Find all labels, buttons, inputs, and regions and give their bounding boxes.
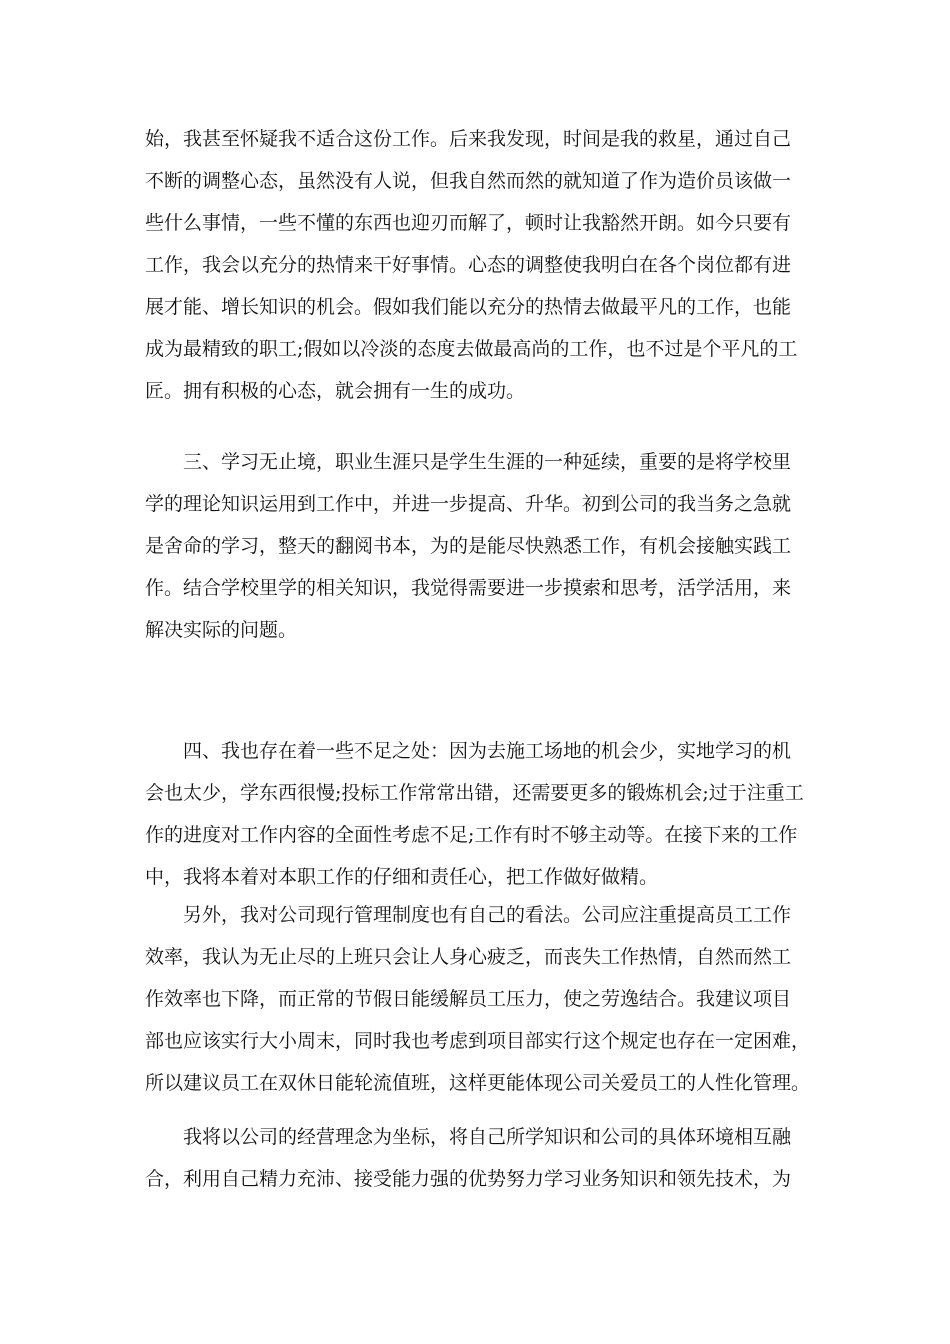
text-line: 学的理论知识运用到工作中，并进一步提高、升华。初到公司的我当务之急就	[145, 493, 792, 515]
text-line: 作效率也下降，而正常的节假日能缓解员工压力，使之劳逸结合。我建议项目	[145, 988, 792, 1010]
text-line: 解决实际的问题。	[145, 619, 298, 641]
text-line: 三、学习无止境，职业生涯只是学生生涯的一种延续，重要的是将学校里	[183, 451, 792, 473]
text-line: 始，我甚至怀疑我不适合这份工作。后来我发现，时间是我的救星，通过自己	[145, 128, 792, 150]
paragraph-management-views	[145, 894, 825, 1104]
paragraph-shortcomings	[145, 730, 825, 898]
text-line: 些什么事情，一些不懂的东西也迎刃而解了，顿时让我豁然开朗。如今只要有	[145, 212, 792, 234]
paragraph-commitment	[145, 1116, 825, 1200]
text-line: 作的进度对工作内容的全面性考虑不足;工作有时不够主动等。在接下来的工作	[145, 824, 798, 846]
text-line: 作。结合学校里学的相关知识，我觉得需要进一步摸索和思考，活学活用，来	[145, 577, 792, 599]
paragraph-learning	[145, 441, 825, 651]
text-line: 所以建议员工在双休日能轮流值班，这样更能体现公司关爱员工的人性化管理。	[145, 1072, 811, 1094]
text-line: 我将以公司的经营理念为坐标，将自己所学知识和公司的具体环境相互融	[183, 1126, 792, 1148]
paragraph-attitude	[145, 118, 825, 412]
text-line: 中，我将本着对本职工作的仔细和责任心，把工作做好做精。	[145, 866, 659, 888]
text-line: 会也太少，学东西很慢;投标工作常常出错，还需要更多的锻炼机会;过于注重工	[145, 782, 804, 804]
text-line: 效率，我认为无止尽的上班只会让人身心疲乏，而丧失工作热情，自然而然工	[145, 946, 792, 968]
text-line: 部也应该实行大小周末，同时我也考虑到项目部实行这个规定也存在一定困难，	[145, 1030, 811, 1052]
text-line: 成为最精致的职工;假如以冷淡的态度去做最高尚的工作，也不过是个平凡的工	[145, 338, 798, 360]
text-line: 是舍命的学习，整天的翻阅书本，为的是能尽快熟悉工作，有机会接触实践工	[145, 535, 792, 557]
text-line: 四、我也存在着一些不足之处：因为去施工场地的机会少，实地学习的机	[183, 740, 792, 762]
text-line: 合，利用自己精力充沛、接受能力强的优势努力学习业务知识和领先技术，为	[145, 1168, 792, 1190]
text-line: 展才能、增长知识的机会。假如我们能以充分的热情去做最平凡的工作，也能	[145, 296, 792, 318]
text-line: 不断的调整心态，虽然没有人说，但我自然而然的就知道了作为造价员该做一	[145, 170, 792, 192]
text-line: 工作，我会以充分的热情来干好事情。心态的调整使我明白在各个岗位都有进	[145, 254, 792, 276]
text-line: 匠。拥有积极的心态，就会拥有一生的成功。	[145, 380, 526, 402]
text-line: 另外，我对公司现行管理制度也有自己的看法。公司应注重提高员工工作	[183, 904, 792, 926]
